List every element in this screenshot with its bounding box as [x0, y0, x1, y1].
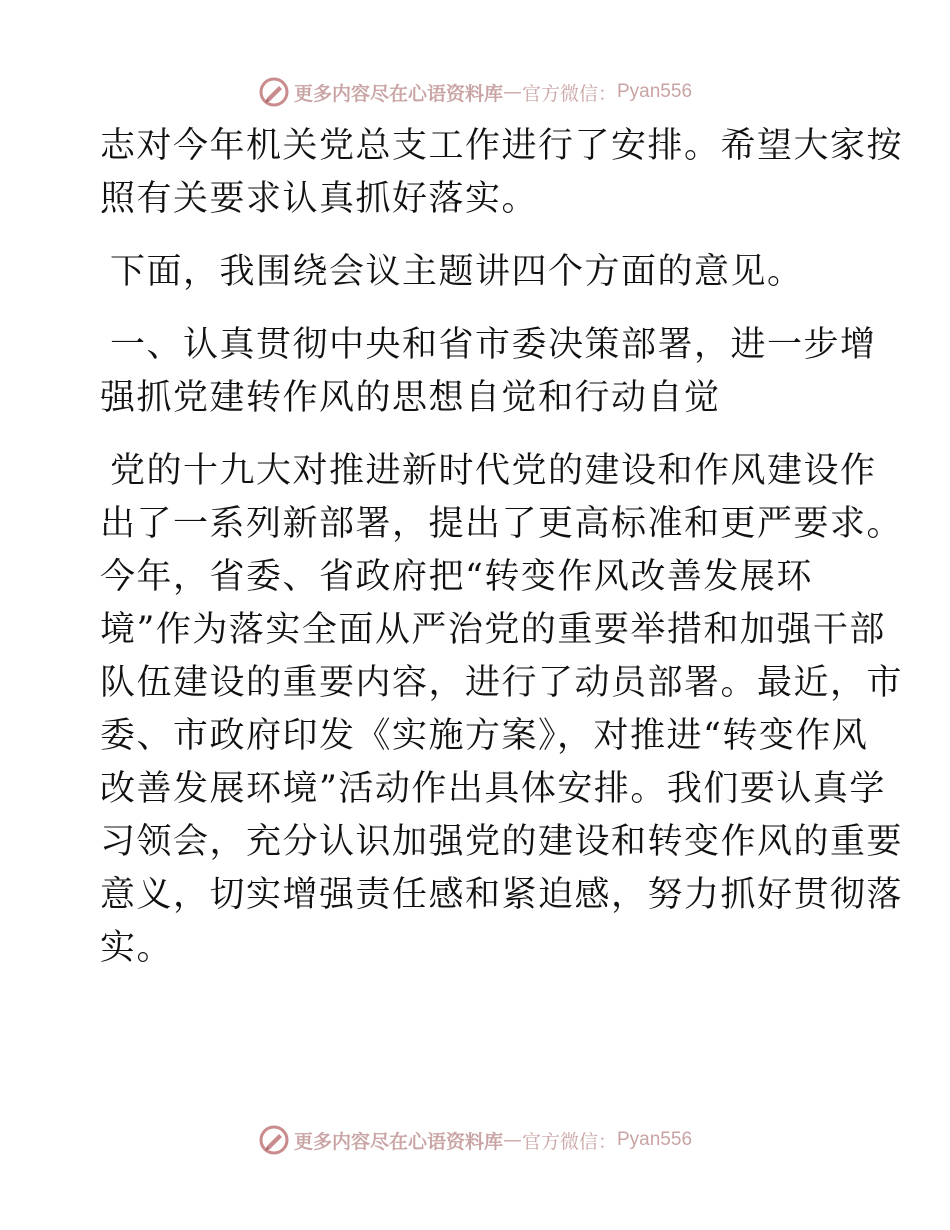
- text-line: 委、市政府印发《实施方案》，对推进“转变作风: [100, 716, 869, 756]
- banner-title: 更多内容尽在心语资料库: [293, 82, 503, 105]
- paragraph-1: [100, 120, 904, 226]
- text-line: 党的十九大对推进新时代党的建设和作风建设作: [110, 451, 877, 491]
- heading-line: 一、认真贯彻中央和省市委决策部署，进一步增: [110, 325, 877, 365]
- text-line: 改善发展环境”活动作出具体安排。我们要认真学: [100, 769, 886, 809]
- heading-line: 强抓党建转作风的思想自觉和行动自觉: [100, 378, 721, 418]
- section-heading-1: [100, 319, 877, 425]
- text-line: 习领会，充分认识加强党的建设和转变作风的重要: [100, 822, 904, 862]
- text-line: 今年，省委、省政府把“转变作风改善发展环: [100, 557, 813, 597]
- banner-title: 更多内容尽在心语资料库: [293, 1130, 503, 1153]
- banner-wechat-id: Pyan556: [617, 1129, 693, 1150]
- pen-logo-icon: [258, 1124, 290, 1156]
- footer-watermark: [0, 1120, 950, 1160]
- text-line: 境”作为落实全面从严治党的重要举措和加强干部: [100, 610, 886, 650]
- paragraph-3: [100, 445, 904, 975]
- document-body: [100, 120, 904, 975]
- pen-logo-icon: [258, 76, 290, 108]
- header-watermark: [0, 72, 950, 112]
- text-line: 出了一系列新部署，提出了更高标准和更严要求。: [100, 504, 904, 544]
- banner-separator: —: [502, 81, 522, 103]
- text-line: 意义，切实增强责任感和紧迫感，努力抓好贯彻落: [100, 875, 904, 915]
- text-line: 实。: [100, 928, 174, 968]
- banner-subtitle: 官方微信：: [521, 82, 617, 105]
- banner-wechat-id: Pyan556: [617, 81, 693, 102]
- banner-subtitle: 官方微信：: [521, 1130, 617, 1153]
- text-line: 队伍建设的重要内容，进行了动员部署。最近，市: [100, 663, 904, 703]
- paragraph-2: [100, 246, 850, 299]
- text-line: 照有关要求认真抓好落实。: [100, 179, 539, 219]
- banner-separator: —: [502, 1129, 522, 1151]
- text-line: 下面，我围绕会议主题讲四个方面的意见。: [110, 252, 804, 292]
- text-line: 志对今年机关党总支工作进行了安排。希望大家按: [100, 126, 904, 166]
